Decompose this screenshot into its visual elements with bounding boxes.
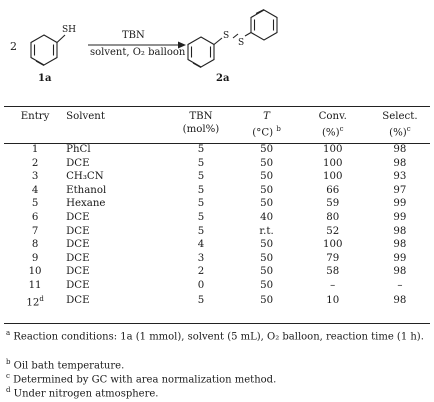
cell-conversion: 58: [326, 266, 340, 278]
product-id: 2a: [216, 73, 230, 84]
cell-conversion: –: [330, 279, 336, 291]
cell-conversion: 100: [323, 144, 343, 155]
cell-selectivity: 98: [393, 239, 407, 251]
cell-tbn: 5: [197, 295, 205, 307]
table-row: [4, 143, 430, 157]
footnote-d: $^d$ Under nitrogen atmosphere.: [6, 386, 159, 400]
cell-tbn: 2: [197, 266, 205, 278]
cell-selectivity: 98: [393, 157, 407, 169]
cell-tbn: 4: [197, 239, 205, 251]
cell-conversion: 59: [326, 198, 340, 210]
cell-solvent: DCE: [66, 266, 90, 278]
table-bottom-rule: [4, 323, 430, 324]
reagent-above-arrow: TBN: [122, 30, 145, 41]
table-row: [4, 197, 430, 211]
cell-solvent: PhCl: [66, 144, 91, 155]
table-row: [4, 279, 430, 293]
footnote-a: $^a$ Reaction conditions: 1a (1 mmol), solvent (5 mL), O₂ balloon, reaction time (1 h).: [6, 329, 424, 343]
cell-entry: 10: [28, 266, 42, 278]
cell-conversion: 79: [326, 252, 340, 264]
cell-tbn: 5: [197, 157, 205, 169]
cell-entry: 8: [31, 239, 39, 251]
reagent-below-arrow: solvent, O₂ balloon: [90, 47, 186, 58]
cell-conversion: 52: [326, 225, 340, 237]
cell-selectivity: 99: [393, 252, 407, 264]
cell-temperature: 50: [260, 144, 274, 155]
cell-entry: 11: [28, 279, 42, 291]
cell-conversion: 66: [326, 184, 340, 196]
header-tbn: TBN (mol%): [182, 111, 220, 135]
sulfur-label-1: S: [223, 31, 230, 41]
cell-entry: 4: [31, 184, 39, 196]
cell-temperature: 50: [260, 295, 274, 307]
cell-tbn: 5: [197, 225, 205, 237]
cell-entry: 3: [31, 171, 39, 183]
cell-tbn: 0: [197, 279, 205, 291]
reaction-scheme: [0, 0, 434, 92]
cell-selectivity: 98: [393, 225, 407, 237]
cell-solvent: CH₃CN: [66, 171, 104, 183]
table-top-rule: [4, 106, 430, 107]
table-row: [4, 184, 430, 198]
disulfide-structure: [188, 10, 277, 68]
footnote-c: $^c$ Determined by GC with area normalization method.: [6, 372, 277, 386]
cell-temperature: 50: [260, 157, 274, 169]
cell-entry: 7: [31, 225, 39, 237]
header-selectivity: Select. (%)$^c$: [382, 111, 418, 139]
cell-tbn: 5: [197, 171, 205, 183]
reactant-id: 1a: [38, 73, 52, 84]
table-row: [4, 265, 430, 279]
cell-selectivity: 99: [393, 198, 407, 210]
cell-temperature: 50: [260, 184, 274, 196]
cell-selectivity: 98: [393, 144, 407, 155]
results-table: [4, 110, 430, 310]
table-row: [4, 170, 430, 184]
cell-entry: 6: [31, 211, 39, 223]
cell-selectivity: 98: [393, 295, 407, 307]
cell-solvent: DCE: [66, 157, 90, 169]
cell-temperature: 50: [260, 239, 274, 251]
cell-solvent: DCE: [66, 225, 90, 237]
cell-solvent: DCE: [66, 279, 90, 291]
cell-conversion: 100: [323, 239, 343, 251]
cell-entry: 2: [31, 157, 39, 169]
cell-entry: 5: [31, 198, 39, 210]
cell-tbn: 5: [197, 184, 205, 196]
cell-temperature: 50: [260, 279, 274, 291]
cell-conversion: 80: [326, 211, 340, 223]
cell-tbn: 3: [197, 252, 205, 264]
cell-solvent: DCE: [66, 252, 90, 264]
sulfur-label-2: S: [238, 38, 245, 48]
cell-entry: 12$^d$: [26, 294, 44, 308]
cell-solvent: Hexane: [66, 198, 106, 210]
cell-temperature: r.t.: [259, 225, 274, 237]
cell-conversion: 10: [326, 295, 340, 307]
table-row: [4, 293, 430, 310]
cell-solvent: DCE: [66, 295, 90, 307]
cell-temperature: 50: [260, 266, 274, 278]
cell-conversion: 100: [323, 171, 343, 183]
cell-temperature: 50: [260, 171, 274, 183]
cell-solvent: Ethanol: [66, 184, 107, 196]
cell-temperature: 40: [260, 211, 274, 223]
table-row: [4, 225, 430, 239]
cell-solvent: DCE: [66, 239, 90, 251]
table-row: [4, 211, 430, 225]
cell-tbn: 5: [197, 211, 205, 223]
cell-tbn: 5: [197, 198, 205, 210]
cell-selectivity: –: [397, 279, 403, 291]
header-solvent: Solvent: [66, 111, 105, 122]
cell-selectivity: 93: [393, 171, 407, 183]
thiophenol-structure: [31, 35, 65, 66]
cell-entry: 1: [31, 144, 39, 155]
header-conversion: Conv. (%)$^c$: [318, 111, 347, 139]
table-header-row: [4, 110, 430, 140]
cell-solvent: DCE: [66, 211, 90, 223]
cell-entry: 9: [31, 252, 39, 264]
cell-temperature: 50: [260, 198, 274, 210]
sh-group-label: SH: [62, 25, 77, 35]
table-row: [4, 238, 430, 252]
cell-tbn: 5: [197, 144, 205, 155]
header-temperature: T (°C) $^b$: [252, 111, 281, 139]
table-row: [4, 157, 430, 171]
cell-conversion: 100: [323, 157, 343, 169]
cell-selectivity: 98: [393, 266, 407, 278]
table-row: [4, 252, 430, 266]
cell-selectivity: 97: [393, 184, 407, 196]
stoichiometric-coefficient: 2: [10, 40, 17, 53]
cell-selectivity: 99: [393, 211, 407, 223]
cell-temperature: 50: [260, 252, 274, 264]
footnote-b: $^b$ Oil bath temperature.: [6, 358, 125, 372]
header-entry: Entry: [20, 111, 50, 122]
